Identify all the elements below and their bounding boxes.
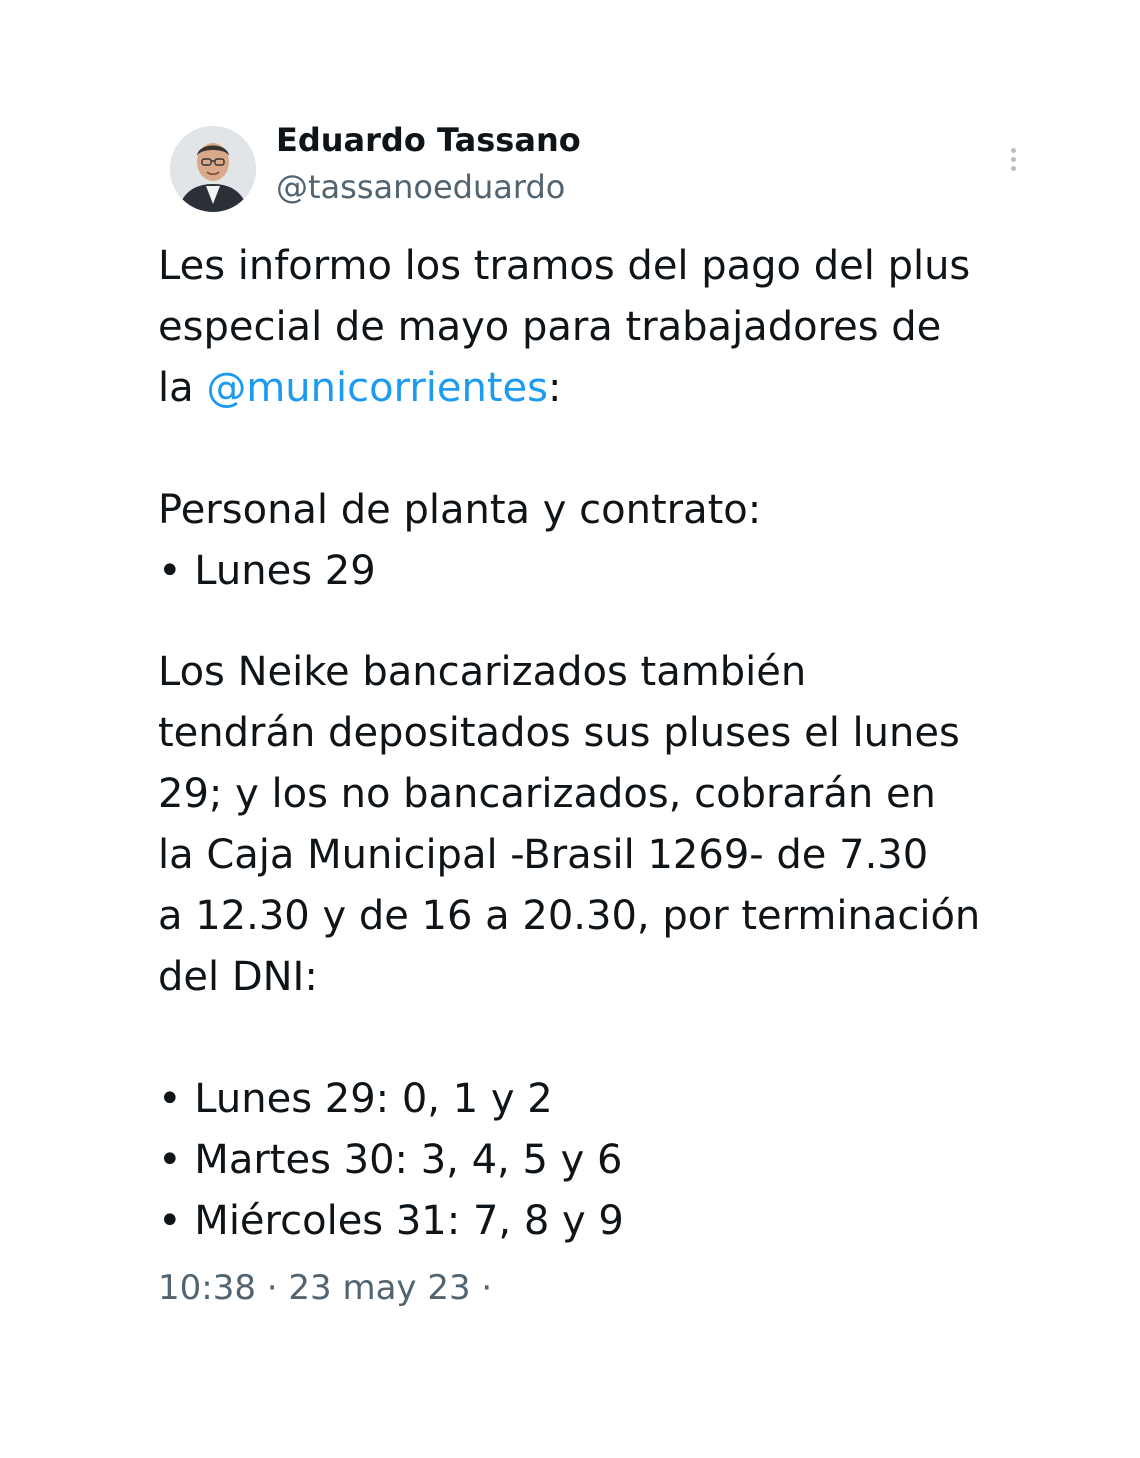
avatar[interactable] [170,126,256,212]
mention-link[interactable]: @municorrientes [206,365,548,411]
more-options-vertical-icon[interactable] [1000,140,1026,180]
list-item: • Miércoles 31: 7, 8 y 9 [158,1198,624,1244]
tweet-text-line: especial de mayo para trabajadores de [158,304,942,350]
tweet-text-line: a 12.30 y de 16 a 20.30, por terminación [158,893,981,939]
tweet-staff-section [158,480,1058,602]
tweet-text-line: Les informo los tramos del pago del plus [158,243,971,289]
tweet-text-line: la Caja Municipal -Brasil 1269- de 7.30 [158,832,929,878]
tweet-text-line [158,358,1058,419]
list-item: • Lunes 29 [158,548,376,594]
author-handle[interactable]: @tassanoeduardo [276,168,566,206]
tweet-intro [158,236,1058,419]
tweet-text-line: Los Neike bancarizados también [158,649,807,695]
tweet-text-line: tendrán depositados sus pluses el lunes [158,710,960,756]
text-fragment: : [547,365,562,411]
list-item: • Lunes 29: 0, 1 y 2 [158,1076,553,1122]
tweet-timestamp[interactable]: 10:38 · 23 may 23 · [158,1268,493,1308]
tweet-schedule-list [158,1069,1058,1252]
tweet-text-line: del DNI: [158,954,318,1000]
tweet-neike-section [158,642,1058,1008]
section-heading: Personal de planta y contrato: [158,487,762,533]
tweet-text-line: 29; y los no bancarizados, cobrarán en [158,771,936,817]
list-item: • Martes 30: 3, 4, 5 y 6 [158,1137,623,1183]
avatar-photo [170,126,256,212]
text-fragment: la [158,365,207,411]
author-name[interactable]: Eduardo Tassano [276,121,581,159]
